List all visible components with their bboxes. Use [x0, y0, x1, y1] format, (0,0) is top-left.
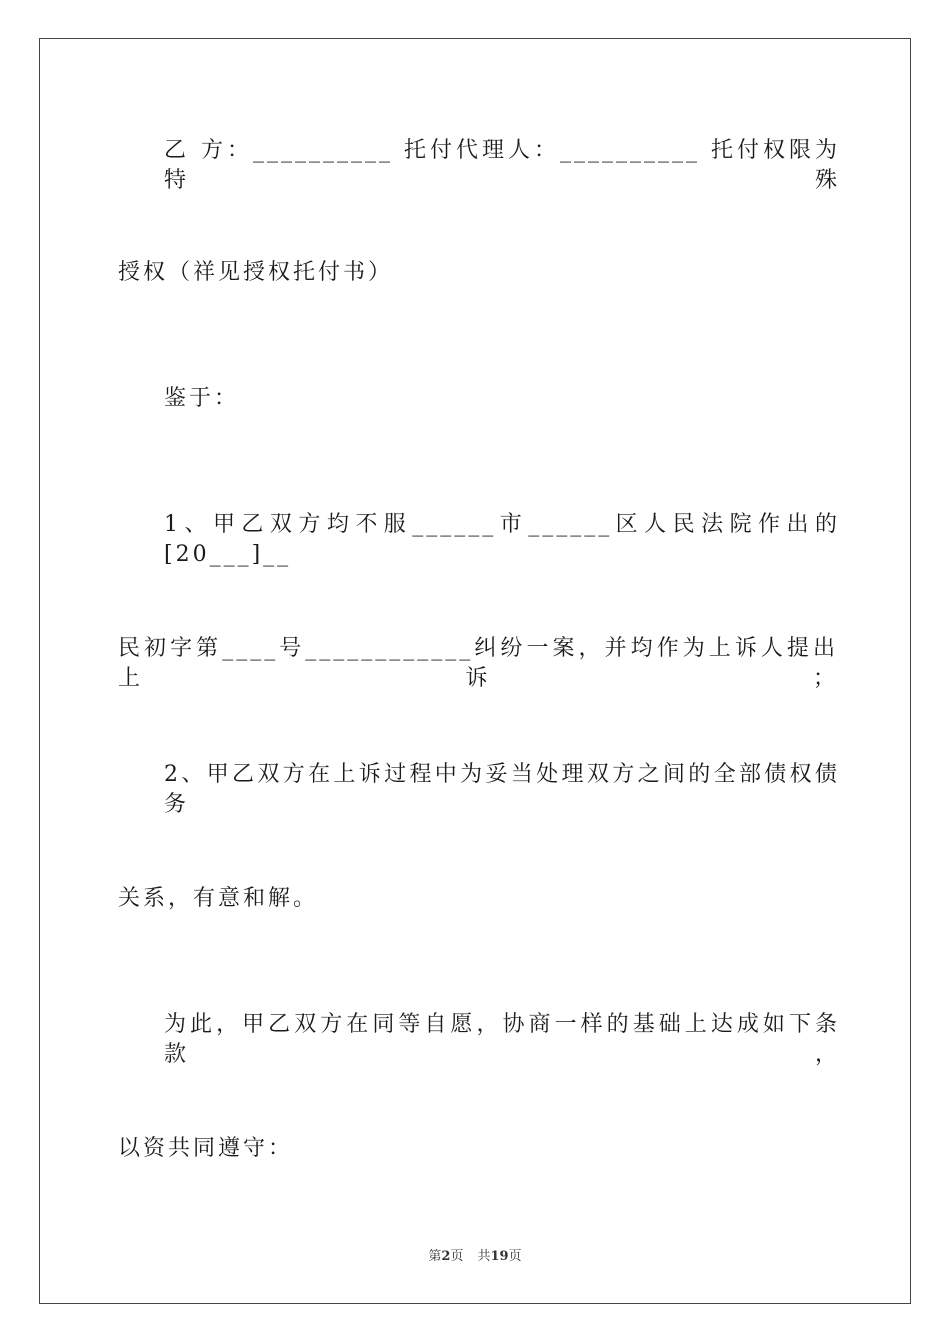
page-number: 2 — [441, 1249, 451, 1264]
whereas-heading: 鉴于： — [164, 386, 240, 411]
page-footer — [0, 1248, 950, 1266]
clause-2-line-2: 关系，有意和解。 — [118, 886, 319, 911]
total-prefix: 共 — [477, 1249, 491, 1264]
clause-1-line-2: 民初字第____号____________纠纷一案，并均作为上诉人提出上诉； — [118, 636, 838, 691]
party-b-line: 乙 方：__________ 托付代理人：__________ 托付权限为特殊 — [164, 138, 840, 193]
conclusion-line-2: 以资共同遵守： — [118, 1136, 294, 1161]
page-prefix: 第 — [428, 1249, 442, 1264]
conclusion-line-1: 为此，甲乙双方在同等自愿，协商一样的基础上达成如下条款， — [164, 1012, 840, 1067]
total-suffix: 页 — [508, 1249, 522, 1264]
clause-2-line-1: 2、甲乙双方在上诉过程中为妥当处理双方之间的全部债权债务 — [164, 762, 840, 817]
authorization-line: 授权（祥见授权托付书） — [118, 260, 394, 285]
clause-1-line-1: 1、甲乙双方均不服______市______区人民法院作出的[20___]__ — [164, 512, 840, 567]
total-pages: 19 — [490, 1249, 509, 1264]
page-suffix: 页 — [450, 1249, 464, 1264]
